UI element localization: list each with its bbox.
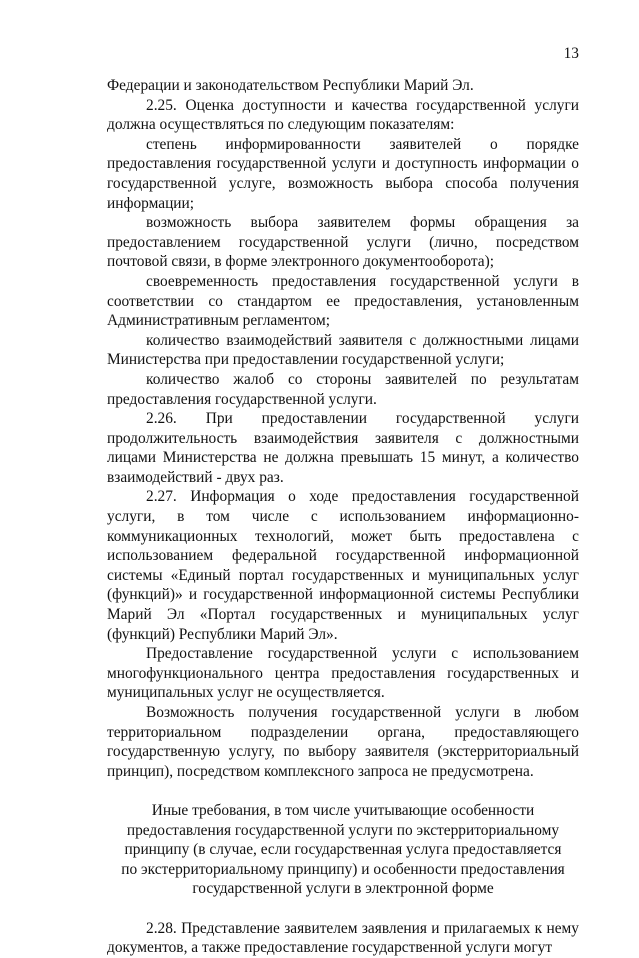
paragraph: 2.28. Представление заявителем заявления и прилагаемых к нему документов, а также предоставление государственной услуги могут	[107, 919, 579, 957]
paragraph: 2.26. При предоставлении государственной услуги продолжительность взаимодействия заявителя с должностными лицами Министерства не должна превышать 15 минут, а количество взаимодействий - двух раз.	[107, 410, 579, 486]
heading-line: принципу (в случае, если государственная услуга предоставляется	[124, 841, 562, 859]
paragraph: Федерации и законодательством Республики Марий Эл.	[107, 77, 474, 94]
paragraph: возможность выбора заявителем формы обращения за предоставлением государственной услуги (лично, посредством почтовой связи, в форме электронного документооборота);	[107, 214, 579, 271]
paragraphs-before-heading	[107, 76, 579, 781]
heading-line: государственной услуги в электронной форме	[192, 880, 494, 898]
heading-line: Иные требования, в том числе учитывающие особенности	[151, 801, 535, 819]
paragraph: количество жалоб со стороны заявителей по результатам предоставления государственной услуги.	[107, 370, 579, 408]
paragraph: своевременность предоставления государственной услуги в соответствии со стандартом ее предоставления, установленным Административным регламентом;	[107, 272, 579, 330]
paragraph: 2.27. Информация о ходе предоставления государственной услуги, в том числе с использованием информационно-коммуникационных технологий, может быть предоставлена с использованием федеральной государственной информационной системы «Единый портал государственных и муниципальных услуг (функций)» и государственной информационной системы Республики Марий Эл «Портал государственных и муниципальных услуг (функций) Республики Марий Эл».	[107, 488, 579, 643]
paragraph: 2.25. Оценка доступности и качества государственной услуги должна осуществляться по следующим показателям:	[107, 96, 579, 134]
paragraph: степень информированности заявителей о порядке предоставления государственной услуги и доступность информации о государственной услуге, возможность выбора способа получения информации;	[107, 135, 579, 212]
section-heading	[107, 801, 579, 899]
page-number: 13	[563, 45, 579, 62]
paragraphs-after-heading	[107, 919, 579, 958]
heading-line: предоставления государственной услуги по экстерриториальному	[126, 821, 560, 839]
paragraph: количество взаимодействий заявителя с должностными лицами Министерства при предоставлении государственной услуги;	[107, 331, 579, 369]
paragraph: Возможность получения государственной услуги в любом территориальном подразделении органа, предоставляющего государственную услугу, по выбору заявителя (экстерриториальный принцип), посредством комплексного запроса не предусмотрена.	[107, 704, 579, 780]
document-body	[107, 76, 579, 958]
heading-line: по экстерриториальному принципу) и особенности предоставления	[121, 860, 565, 878]
paragraph: Предоставление государственной услуги с использованием многофункционального центра предоставления государственных и муниципальных услуг не осуществляется.	[107, 645, 579, 702]
